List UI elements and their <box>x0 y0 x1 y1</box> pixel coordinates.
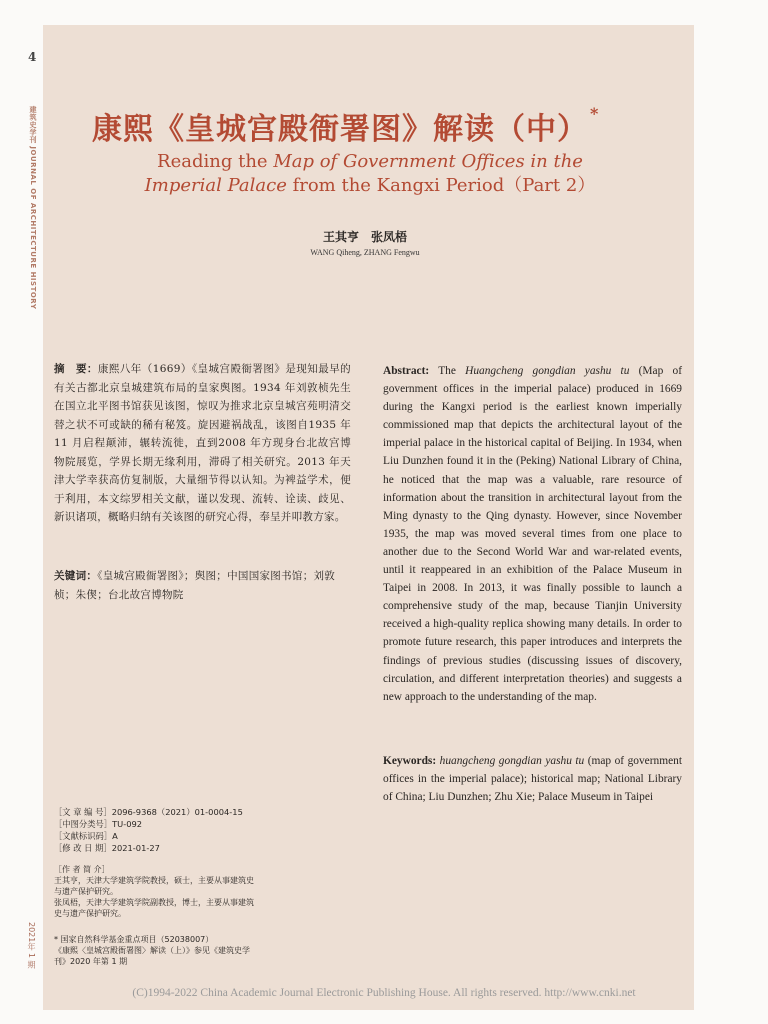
title-chinese-text: 康熙《皇城宫殿衙署图》解读（中） <box>92 112 588 147</box>
fund-note <box>54 934 254 967</box>
journal-name-vertical: 建筑史学刊 JOURNAL OF ARCHITECTURE HISTORY <box>29 106 37 310</box>
authors-english: WANG Qiheng, ZHANG Fengwu <box>310 248 420 257</box>
author-info-line: 张凤梧，天津大学建筑学院副教授，博士，主要从事建筑史与遗产保护研究。 <box>54 898 254 918</box>
article-metadata <box>54 806 254 854</box>
title-footnote-mark: * <box>590 104 600 123</box>
keywords-english-text: (map of government offices in the imperial palace); historical map; National Library of China; Liu Dunzhen; Zhu Xie; Palace Museum in Taipei <box>383 755 682 804</box>
abstract-english-italic: Huangcheng gongdian yashu tu <box>465 365 630 377</box>
title-english <box>120 150 620 198</box>
abstract-english-label: Abstract: <box>383 365 430 377</box>
keywords-english <box>383 752 682 806</box>
document-code: ［文献标识码］A <box>54 831 118 841</box>
title-english-italic: Map of Government Offices in the Imperial Palace <box>144 151 583 196</box>
fund-line: 《康熙〈皇城宫殿衙署图〉解读（上）》参见《建筑史学刊》2020 年第 1 期 <box>54 946 250 966</box>
author-info-line: 王其亨，天津大学建筑学院教授，硕士，主要从事建筑史与遗产保护研究。 <box>54 876 254 896</box>
author-info <box>54 864 254 919</box>
fund-line: * 国家自然科学基金重点项目（52038007） <box>54 935 214 944</box>
keywords-chinese-text: 《皇城宫殿衙署图》；舆图；中国国家图书馆；刘敦桢；朱偰；台北故宫博物院 <box>54 570 336 601</box>
abstract-english <box>383 362 682 706</box>
abstract-chinese-label: 摘 要： <box>54 363 98 375</box>
abstract-chinese <box>54 360 351 527</box>
page-number: 4 <box>28 50 37 64</box>
classification-number: ［中图分类号］TU-092 <box>54 819 143 829</box>
abstract-chinese-text: 康熙八年（1669）《皇城宫殿衙署图》是现知最早的有关古都北京皇城建筑布局的皇家舆图。1934 年刘敦桢先生在国立北平图书馆获见该图，惊叹为推求北京皇城宫苑明清交替之状不可或缺的稀有秘笈。旋因避祸战乱，该图自1935 年 11 月启程颠沛，辗转流徙，直到2008 年方现身台北故宫博物院展览，学界长期无缘利用，滞碍了相关研究。2013 年天津大学幸获高仿复制版，大量细节得以认知。为裨益学术，便于利用，本文综罗相关文献，谨以发现、流转、诠读、歧见、新识诸项，概略归纳有关该图的研究心得，奉呈并叩教方家。 <box>54 363 351 523</box>
title-english-part1: Reading the <box>157 151 274 172</box>
title-english-part2: from the Kangxi Period（Part 2） <box>286 175 596 196</box>
copyright-notice: (C)1994-2022 China Academic Journal Electronic Publishing House. All rights reserved. http://www.cnki.net <box>132 987 636 999</box>
abstract-english-lead: The <box>429 365 466 377</box>
author-info-heading: ［作 者 简 介］ <box>54 865 110 874</box>
issue-date-vertical: 2021年 1 期 <box>27 922 36 969</box>
keywords-english-italic: huangcheng gongdian yashu tu <box>439 755 585 767</box>
article-number: ［文 章 编 号］2096-9368（2021）01-0004-15 <box>54 807 243 817</box>
revision-date: ［修 改 日 期］2021-01-27 <box>54 843 160 853</box>
abstract-english-text: (Map of government offices in the imperial palace) produced in 1669 during the Kangxi period is the earliest known imperially commissioned map that depicts the architectural layout of the imperial palace in the historical capital of Beijing. In 1934, when Liu Dunzhen found it in the (Peking) National Library of China, he noticed that the map was a valuable, rare resource of information about the transition in architectural layout from the Ming dynasty to the Qing dynasty. However, since November 1935, the map was moved several times from one place to another due to the Second World War and war-related events, until it reappeared in an exhibition of the Palace Museum in Taipei in 2008. In 2013, it was finally possible to launch a comprehensive study of the map, because Tianjin University received a high-quality replica showing many details. In order to promote future research, this paper introduces and interprets the findings of previous studies (discussing issues of discovery, circulation, and different interpretation theories) and suggests a new approach to the understanding of the map. <box>383 365 683 703</box>
keywords-chinese-label: 关键词： <box>54 570 98 582</box>
authors-chinese: 王其亨 张凤梧 <box>322 230 407 244</box>
keywords-english-label: Keywords: <box>383 755 437 767</box>
keywords-chinese <box>54 567 351 604</box>
title-chinese <box>92 104 599 148</box>
